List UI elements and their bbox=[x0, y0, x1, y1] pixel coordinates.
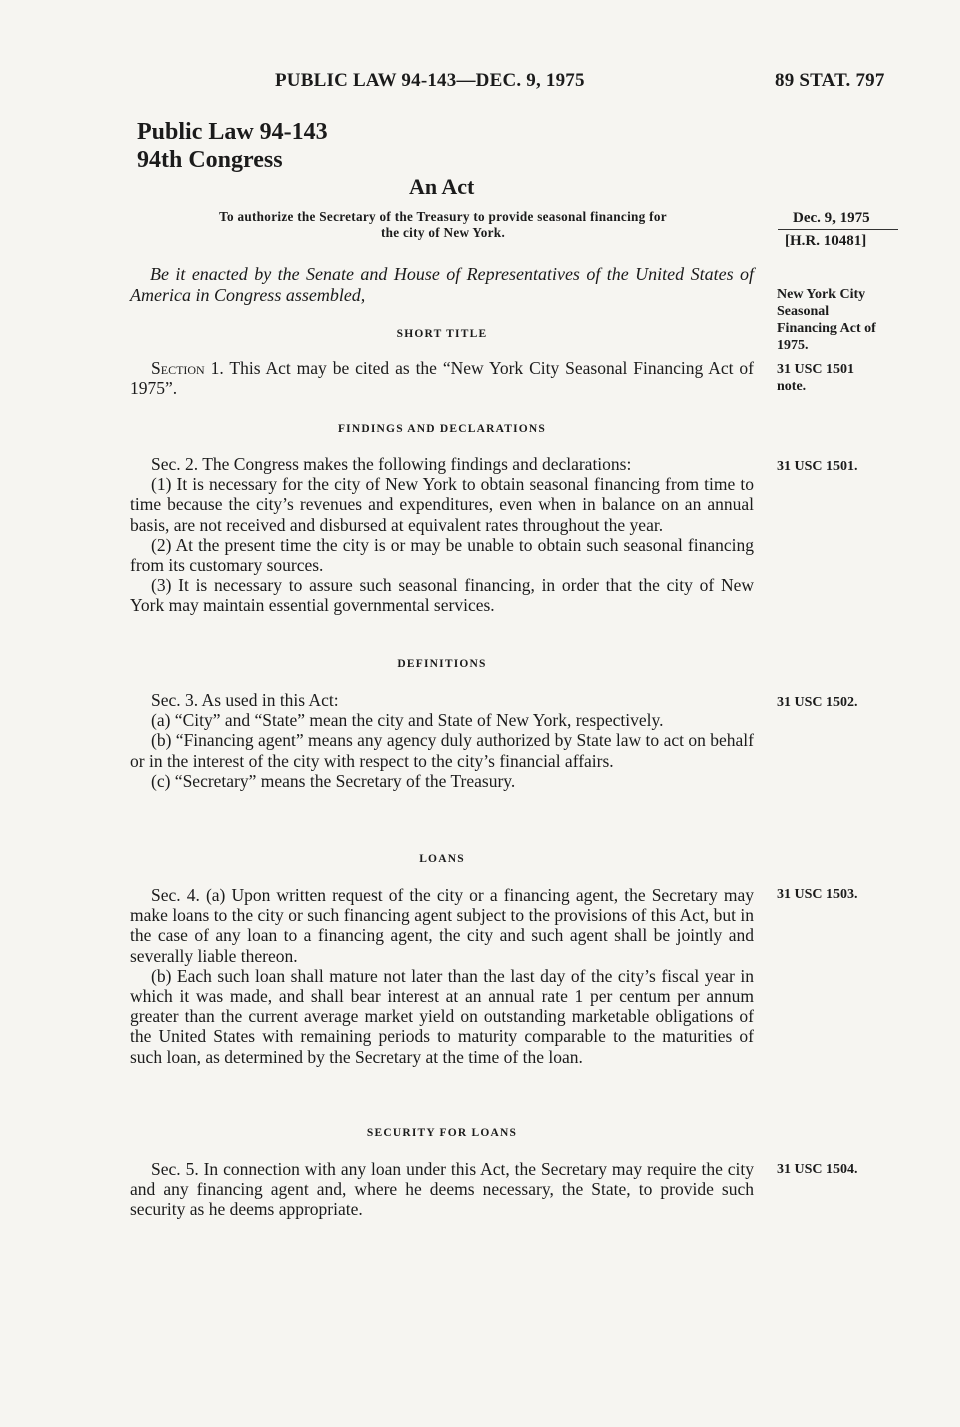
section-2-finding-1: (1) It is necessary for the city of New York to obtain seasonal financing from time to time because the city’s revenues and expenditures, even when in balance on an annual basis, are not received and disbursed at equivalent rates throughout the year. bbox=[130, 474, 754, 535]
section-4-para-a: Sec. 4. (a) Upon written request of the city or a financing agent, the Secretary may make loans to the city or such financing agent subject to the provisions of this Act, but in the case of any loan to a financing agent, the city and such agent shall be jointly and severally liable thereon. bbox=[130, 885, 754, 966]
act-purpose-line-1: To authorize the Secretary of the Treasury to provide seasonal financing for bbox=[219, 209, 667, 224]
section-2-finding-3: (3) It is necessary to assure such seasonal financing, in order that the city of New York may maintain essential governmental services. bbox=[130, 575, 754, 616]
enacting-clause bbox=[130, 264, 754, 306]
definitions-heading: DEFINITIONS bbox=[397, 658, 487, 670]
margin-short-title-line-2: Seasonal bbox=[777, 304, 830, 319]
margin-usc-1501-note-line-2: note. bbox=[777, 379, 807, 394]
margin-usc-1504: 31 USC 1504. bbox=[777, 1162, 858, 1177]
margin-short-title-line-4: 1975. bbox=[777, 338, 809, 353]
section-1 bbox=[130, 358, 754, 398]
margin-short-title-note bbox=[777, 286, 876, 354]
section-3-def-c: (c) “Secretary” means the Secretary of the Treasury. bbox=[151, 770, 516, 791]
enacting-clause-text: Be it enacted by the Senate and House of Representatives of the United States of America in Congress assembled, bbox=[130, 264, 754, 305]
section-3-intro: Sec. 3. As used in this Act: bbox=[151, 690, 339, 710]
act-purpose-line-2: the city of New York. bbox=[380, 225, 506, 240]
section-3-def-a: (a) “City” and “State” mean the city and State of New York, respectively. bbox=[151, 710, 664, 731]
margin-bill-number: [H.R. 10481] bbox=[785, 233, 867, 249]
margin-usc-1503: 31 USC 1503. bbox=[777, 887, 858, 902]
margin-usc-1502: 31 USC 1502. bbox=[777, 695, 858, 710]
running-head-stat: 89 STAT. 797 bbox=[775, 70, 885, 91]
margin-date: Dec. 9, 1975 bbox=[793, 210, 870, 226]
margin-date-rule bbox=[778, 229, 898, 230]
congress-number: 94th Congress bbox=[137, 147, 283, 173]
section-1-text: 1. This Act may be cited as the “New York City Seasonal Financing Act of 1975”. bbox=[130, 358, 754, 399]
margin-usc-1501: 31 USC 1501. bbox=[777, 459, 858, 474]
act-purpose bbox=[130, 209, 756, 241]
section-2 bbox=[130, 454, 754, 616]
security-heading: SECURITY FOR LOANS bbox=[366, 1127, 518, 1139]
section-5-text: Sec. 5. In connection with any loan under this Act, the Secretary may require the city and any financing agent and, where he deems necessary, the State, to provide such security as he deems appropriate. bbox=[130, 1159, 754, 1220]
section-3-def-b: (b) “Financing agent” means any agency duly authorized by State law to act on behalf or in the interest of the city with respect to the city’s financial affairs. bbox=[130, 730, 754, 771]
section-4 bbox=[130, 885, 754, 1067]
section-2-intro: Sec. 2. The Congress makes the following findings and declarations: bbox=[151, 454, 632, 474]
loans-heading: LOANS bbox=[419, 853, 465, 865]
section-5 bbox=[130, 1159, 754, 1220]
section-1-label: Section bbox=[151, 358, 205, 378]
section-4-para-b: (b) Each such loan shall mature not later than the last day of the city’s fiscal year in which it was made, and shall bear interest at an annual rate 1 per centum per annum greater than the current average market yield on outstanding marketable obligations of the United States with remaining periods to maturity comparable to the maturities of such loan, as determined by the Secretary at the time of the loan. bbox=[130, 965, 754, 1067]
findings-heading: FINDINGS AND DECLARATIONS bbox=[337, 423, 547, 435]
an-act-heading: An Act bbox=[409, 174, 475, 199]
short-title-heading: SHORT TITLE bbox=[396, 328, 488, 340]
section-2-finding-2: (2) At the present time the city is or may be unable to obtain such seasonal financing from its customary sources. bbox=[130, 534, 754, 576]
margin-short-title-line-3: Financing Act of bbox=[777, 321, 876, 336]
running-head-title: PUBLIC LAW 94-143—DEC. 9, 1975 bbox=[275, 70, 585, 91]
section-3 bbox=[130, 690, 754, 791]
public-law-number: Public Law 94-143 bbox=[137, 119, 328, 145]
margin-usc-1501-note-line-1: 31 USC 1501 bbox=[777, 362, 855, 377]
margin-short-title-line-1: New York City bbox=[777, 287, 866, 302]
margin-usc-1501-note bbox=[777, 361, 854, 395]
